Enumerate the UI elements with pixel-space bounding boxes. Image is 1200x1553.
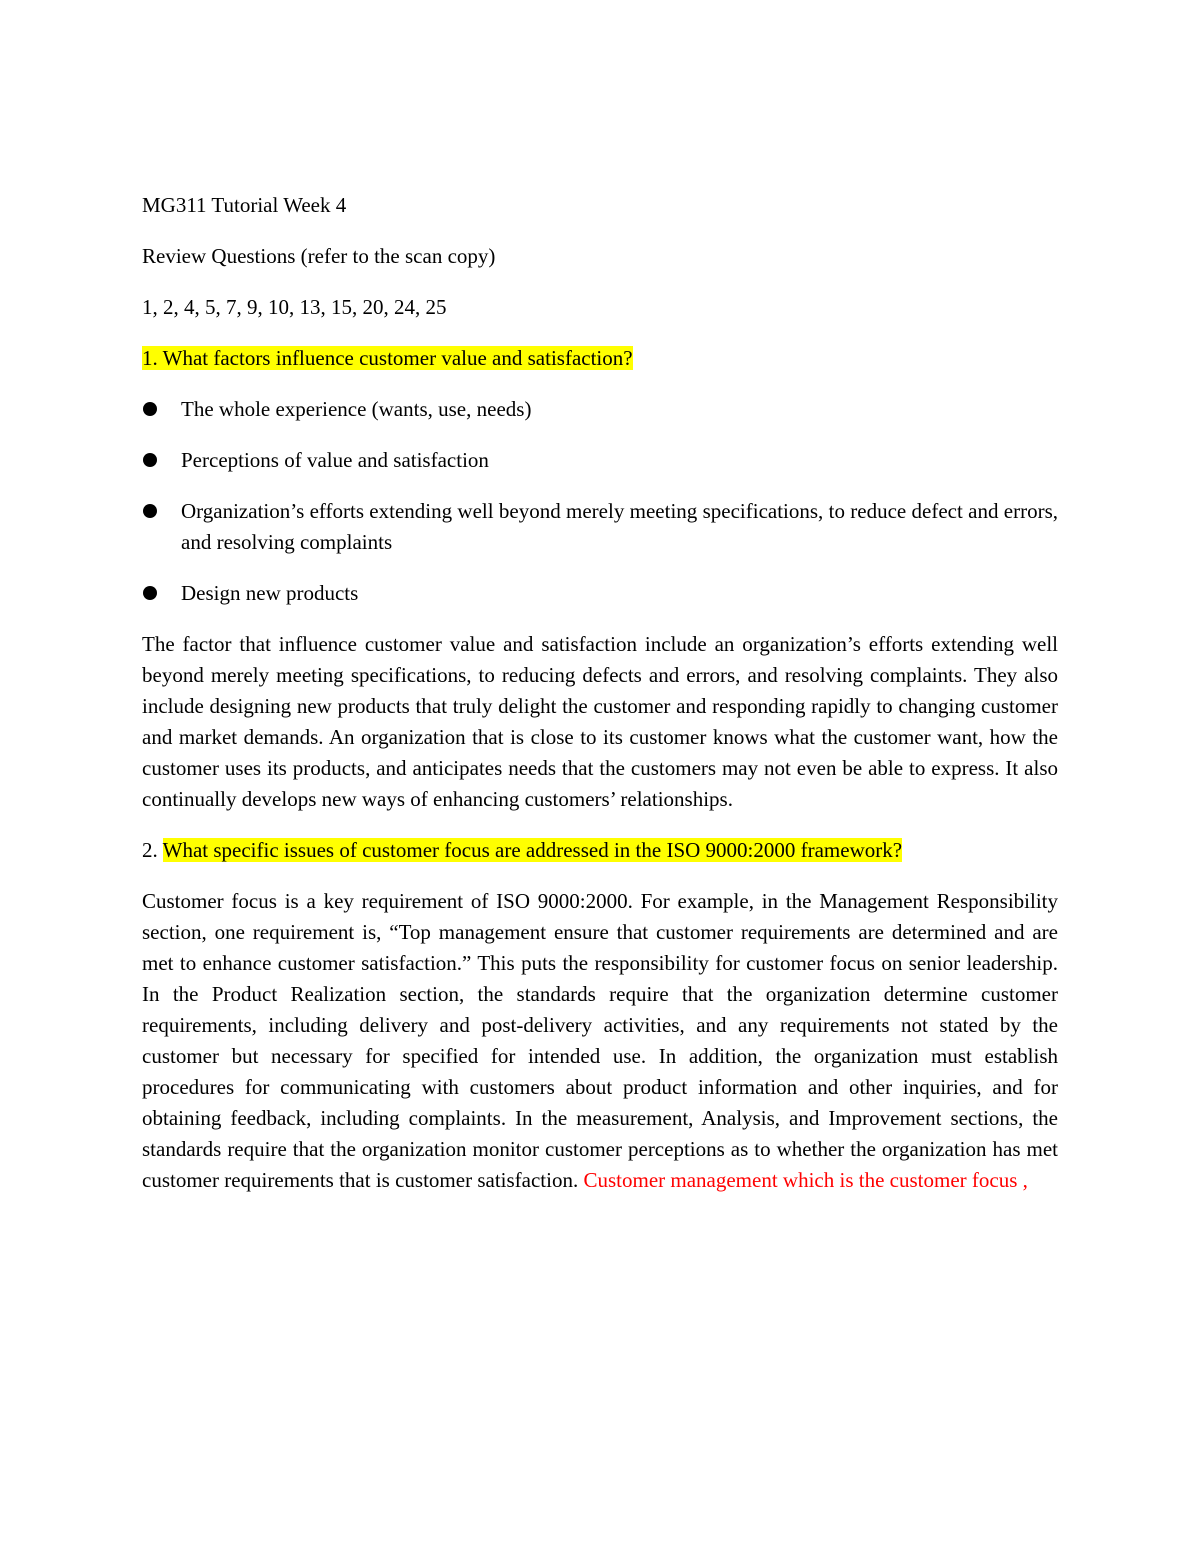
review-questions-line: Review Questions (refer to the scan copy) — [142, 244, 496, 268]
question-numbers-line: 1, 2, 4, 5, 7, 9, 10, 13, 15, 20, 24, 25 — [142, 295, 447, 319]
question-1 — [142, 343, 1058, 374]
bullet-item-text: Design new products — [181, 581, 359, 605]
bullet-item — [142, 578, 1058, 609]
question-2 — [142, 835, 1058, 866]
question-1-text: 1. What factors influence customer value and satisfaction? — [142, 346, 633, 370]
document-title: MG311 Tutorial Week 4 — [142, 193, 347, 217]
bullet-item — [142, 496, 1058, 558]
bullet-dot-icon — [143, 453, 157, 467]
question-1-bullet-list — [142, 394, 1058, 609]
bullet-dot-icon — [143, 586, 157, 600]
bullet-item-text: The whole experience (wants, use, needs) — [181, 397, 532, 421]
bullet-item — [142, 445, 1058, 476]
bullet-dot-icon — [143, 402, 157, 416]
question-2-answer — [142, 886, 1058, 1196]
question-2-text: What specific issues of customer focus are addressed in the ISO 9000:2000 framework? — [162, 838, 903, 862]
question-2-answer-text: Customer focus is a key requirement of ISO 9000:2000. For example, in the Management Responsibility section, one requirement is, “Top management ensure that customer requirements are determined and are met to enhance customer satisfaction.” This puts the responsibility for customer focus on senior leadership. In the Product Realization section, the standards require that the organization determine customer requirements, including delivery and post-delivery activities, and any requirements not stated by the customer but necessary for specified for intended use. In addition, the organization must establish procedures for communicating with customers about product information and other inquiries, and for obtaining feedback, including complaints. In the measurement, Analysis, and Improvement sections, the standards require that the organization monitor customer perceptions as to whether the organization has met customer requirements that is customer satisfaction. — [142, 889, 1058, 1192]
bullet-dot-icon — [143, 504, 157, 518]
bullet-item — [142, 394, 1058, 425]
bullet-item-text: Organization’s efforts extending well beyond merely meeting specifications, to reduce defect and errors, and resolving complaints — [181, 499, 1058, 554]
question-1-answer: The factor that influence customer value and satisfaction include an organization’s efforts extending well beyond merely meeting specifications, to reducing defects and errors, and resolving complaints. They also include designing new products that truly delight the customer and responding rapidly to changing customer and market demands. An organization that is close to its customer knows what the customer want, how the customer uses its products, and anticipates needs that the customers may not even be able to express. It also continually develops new ways of enhancing customers’ relationships. — [142, 632, 1058, 811]
question-2-number: 2. — [142, 838, 163, 862]
document-page — [142, 190, 1058, 1216]
bullet-item-text: Perceptions of value and satisfaction — [181, 448, 489, 472]
question-2-red-note: Customer management which is the customer focus , — [583, 1168, 1028, 1192]
